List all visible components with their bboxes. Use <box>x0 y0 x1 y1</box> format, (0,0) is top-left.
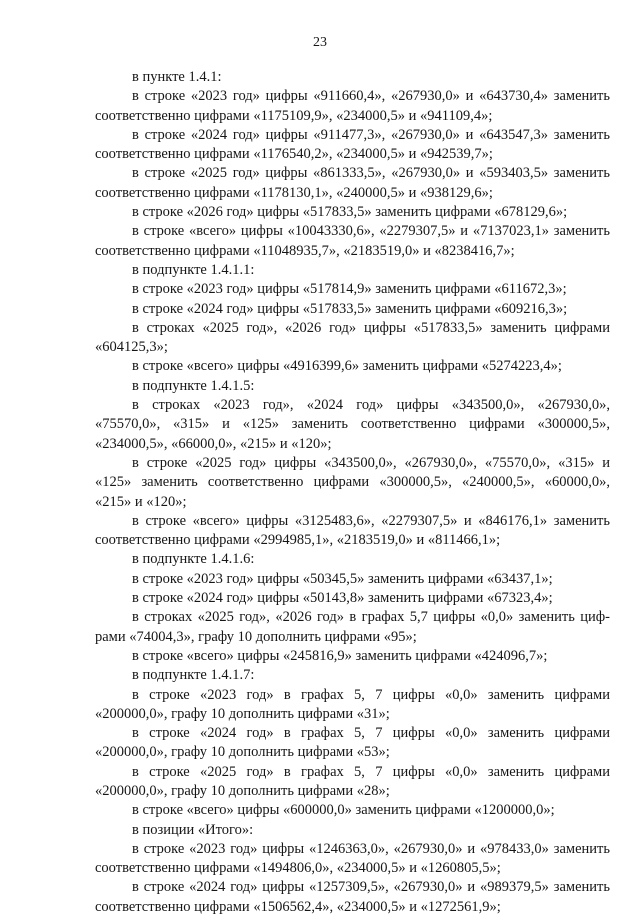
text-line: в строке «2024 год» цифры «911477,3», «267930,0» и «643547,3» заменить <box>132 126 610 143</box>
text-line: в строке «2024 год» цифры «50143,8» заменить цифрами «67323,4»; <box>132 590 553 607</box>
text-line: соответственно цифрами «1175109,9», «234000,5» и «941109,4»; <box>95 107 493 124</box>
text-line: «200000,0», графу 10 дополнить цифрами «28»; <box>95 782 390 799</box>
text-line: в строке «2024 год» в графах 5, 7 цифры «0,0» заменить цифрами <box>132 725 610 742</box>
text-line: в строке «2023 год» в графах 5, 7 цифры «0,0» заменить цифрами <box>132 686 610 703</box>
text-line: в подпункте 1.4.1.7: <box>132 667 255 684</box>
text-line: в подпункте 1.4.1.6: <box>132 551 255 568</box>
text-line: в строке «2023 год» цифры «1246363,0», «267930,0» и «978433,0» заменить <box>132 840 610 857</box>
text-line: в строке «2025 год» в графах 5, 7 цифры «0,0» заменить цифрами <box>132 763 610 780</box>
text-line: в подпункте 1.4.1.1: <box>132 261 255 278</box>
text-line: в строке «всего» цифры «600000,0» заменить цифрами «1200000,0»; <box>132 802 555 819</box>
text-line: в строках «2025 год», «2026 год» в графах 5,7 цифры «0,0» заменить циф- <box>132 609 610 626</box>
text-line: в строке «всего» цифры «245816,9» заменить цифрами «424096,7»; <box>132 647 548 664</box>
text-line: в строке «2025 год» цифры «861333,5», «267930,0» и «593403,5» заменить <box>132 165 610 182</box>
text-line: «75570,0», «315» и «125» заменить соответственно цифрами «300000,5», <box>95 416 610 433</box>
text-line: «200000,0», графу 10 дополнить цифрами «53»; <box>95 744 390 761</box>
text-line: «125» заменить соответственно цифрами «300000,5», «240000,5», «60000,0», <box>95 474 610 491</box>
document-body <box>95 68 610 917</box>
text-line: в строке «всего» цифры «3125483,6», «2279307,5» и «846176,1» заменить <box>132 512 610 529</box>
text-line: «604125,3»; <box>95 339 168 356</box>
text-line: соответственно цифрами «2994985,1», «2183519,0» и «811466,1»; <box>95 532 501 549</box>
text-line: в строке «2024 год» цифры «1257309,5», «267930,0» и «989379,5» заменить <box>132 879 610 896</box>
text-line: в строках «2023 год», «2024 год» цифры «343500,0», «267930,0», <box>132 397 610 414</box>
text-line: соответственно цифрами «1506562,4», «234000,5» и «1272561,9»; <box>95 898 501 915</box>
text-line: в строках «2025 год», «2026 год» цифры «517833,5» заменить цифрами <box>132 319 610 336</box>
text-line: соответственно цифрами «1494806,0», «234000,5» и «1260805,5»; <box>95 860 501 877</box>
page-number: 23 <box>313 35 327 50</box>
text-line: в строке «всего» цифры «4916399,6» заменить цифрами «5274223,4»; <box>132 358 562 375</box>
text-line: «200000,0», графу 10 дополнить цифрами «31»; <box>95 705 390 722</box>
text-line: в строке «2026 год» цифры «517833,5» заменить цифрами «678129,6»; <box>132 204 568 221</box>
text-line: соответственно цифрами «11048935,7», «2183519,0» и «8238416,7»; <box>95 242 515 259</box>
text-line: в строке «2023 год» цифры «911660,4», «267930,0» и «643730,4» заменить <box>132 88 610 105</box>
text-line: в строке «2023 год» цифры «517814,9» заменить цифрами «611672,3»; <box>132 281 567 298</box>
text-line: соответственно цифрами «1176540,2», «234000,5» и «942539,7»; <box>95 146 493 163</box>
text-line: в строке «всего» цифры «10043330,6», «2279307,5» и «7137023,1» заменить <box>132 223 610 240</box>
text-line: рами «74004,3», графу 10 дополнить цифрами «95»; <box>95 628 417 645</box>
text-line: в строке «2024 год» цифры «517833,5» заменить цифрами «609216,3»; <box>132 300 568 317</box>
text-line: в пункте 1.4.1: <box>132 69 222 85</box>
text-line: соответственно цифрами «1178130,1», «240000,5» и «938129,6»; <box>95 184 493 201</box>
text-line: в подпункте 1.4.1.5: <box>132 377 255 394</box>
text-line: в позиции «Итого»: <box>132 821 254 838</box>
text-line: «215» и «120»; <box>95 493 187 510</box>
text-line: в строке «2023 год» цифры «50345,5» заменить цифрами «63437,1»; <box>132 570 553 587</box>
text-line: в строке «2025 год» цифры «343500,0», «267930,0», «75570,0», «315» и <box>132 454 610 471</box>
text-line: «234000,5», «66000,0», «215» и «120»; <box>95 435 332 452</box>
